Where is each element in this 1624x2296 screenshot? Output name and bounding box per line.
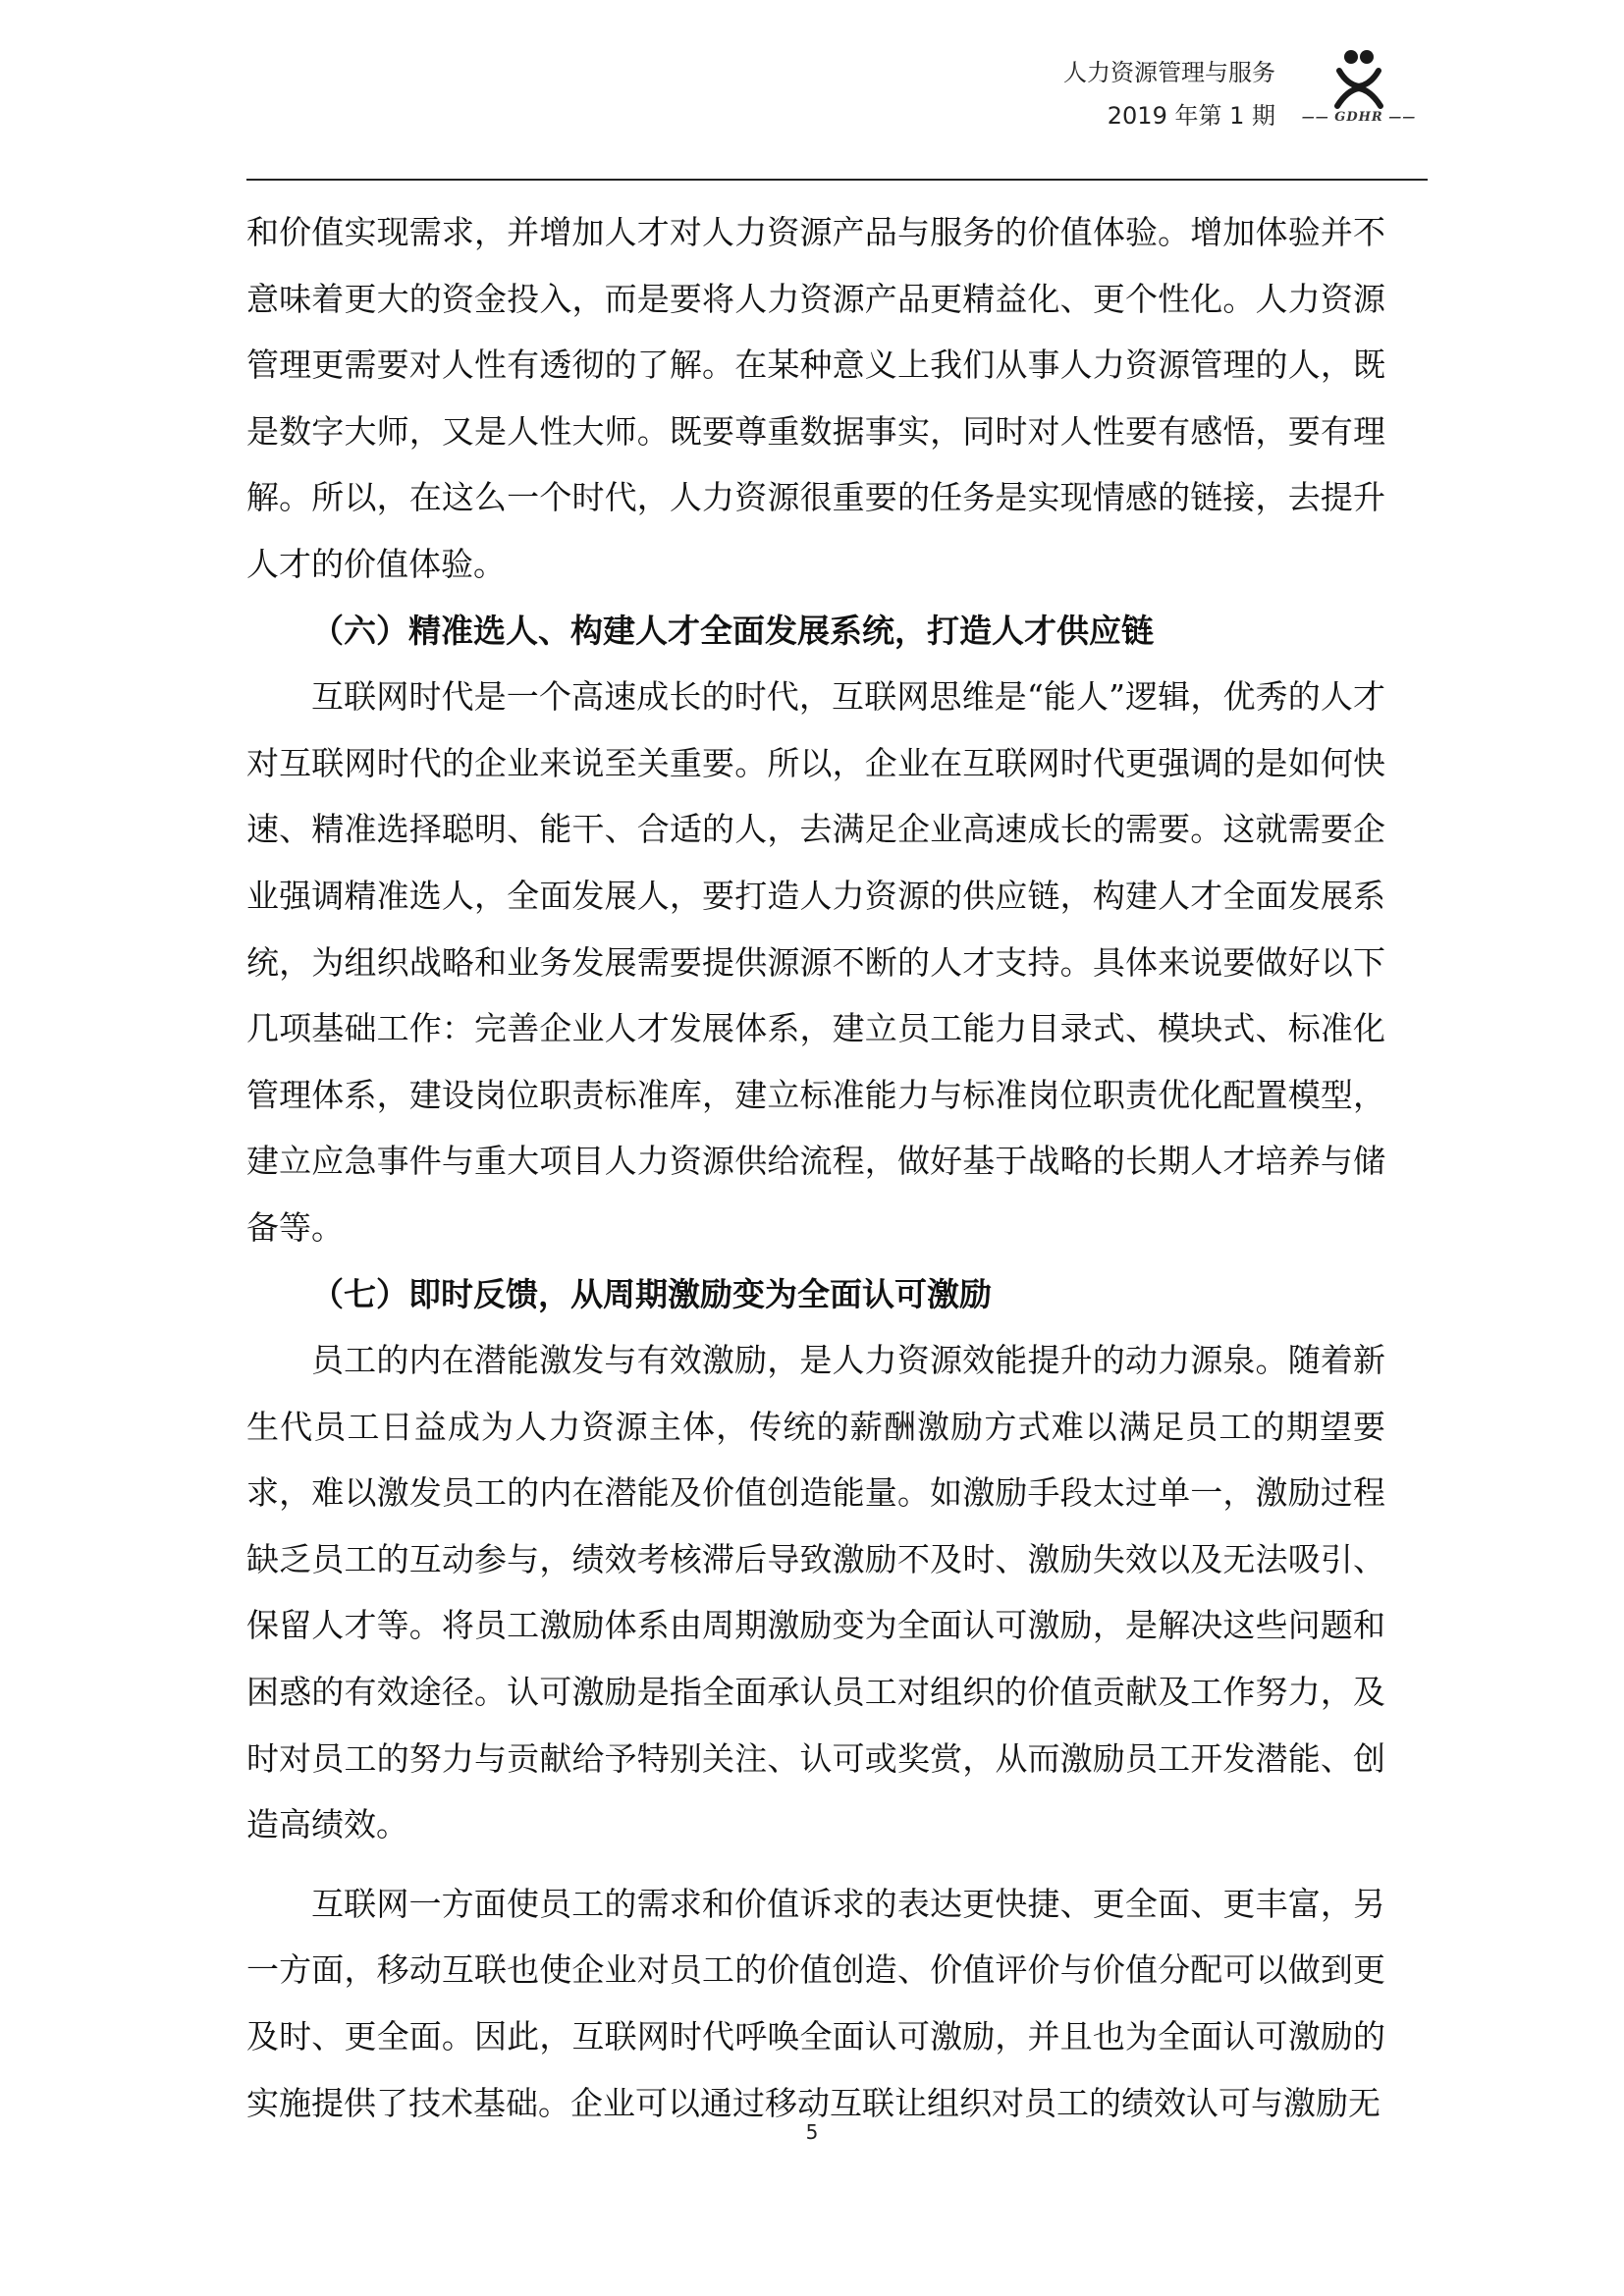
header-divider	[246, 179, 1428, 181]
issue-label: 2019 年第 1 期	[1107, 102, 1275, 130]
paragraph-section-7a: 员工的内在潜能激发与有效激励，是人力资源效能提升的动力源泉。随着新生代员工日益成为人力资源主体，传统的薪酬激励方式难以满足员工的期望要求，难以激发员工的内在潜能及价值创造能量。如激励手段太过单一，激励过程缺乏员工的互动参与，绩效考核滞后导致激励不及时、激励失效以及无法吸引、保留人才等。将员工激励体系由周期激励变为全面认可激励，是解决这些问题和困惑的有效途径。认可激励是指全面承认员工对组织的价值贡献及工作努力，及时对员工的努力与贡献给予特别关注、认可或奖赏，从而激励员工开发潜能、创造高绩效。	[246, 1341, 1385, 1844]
paragraph-gap	[246, 1858, 1385, 1871]
logo-text: GDHR	[1334, 110, 1383, 125]
paragraph-continued: 和价值实现需求，并增加人才对人力资源产品与服务的价值体验。增加体验并不意味着更大的资金投入，而是要将人力资源产品更精益化、更个性化。人力资源管理更需要对人性有透彻的了解。在某种意义上我们从事人力资源管理的人，既是数字大师，又是人性大师。既要尊重数据事实，同时对人性要有感悟，要有理解。所以，在这么一个时代，人力资源很重要的任务是实现情感的链接，去提升人才的价值体验。	[246, 213, 1385, 583]
article-body	[246, 199, 1385, 2136]
gdhr-logo-icon	[1290, 45, 1428, 114]
logo-caption	[1290, 110, 1428, 125]
paragraph-section-7b: 互联网一方面使员工的需求和价值诉求的表达更快捷、更全面、更丰富，另一方面，移动互联也使企业对员工的价值创造、价值评价与价值分配可以做到更及时、更全面。因此，互联网时代呼唤全面认可激励，并且也为全面认可激励的实施提供了技术基础。企业可以通过移动互联让组织对员工的绩效认可与激励无	[246, 1884, 1385, 2122]
logo-rule-left: ——	[1301, 110, 1329, 125]
page-number: 5	[805, 2120, 819, 2144]
section-heading-6: （六）精准选人、构建人才全面发展系统，打造人才供应链	[311, 611, 1154, 650]
gdhr-logo	[1290, 45, 1428, 133]
logo-rule-right: ——	[1388, 110, 1417, 125]
section-heading-7: （七）即时反馈，从周期激励变为全面认可激励	[311, 1274, 992, 1313]
journal-title: 人力资源管理与服务	[1063, 59, 1275, 86]
header-text	[1063, 51, 1275, 137]
page-header	[246, 39, 1428, 177]
paragraph-section-6: 互联网时代是一个高速成长的时代，互联网思维是“能人”逻辑，优秀的人才对互联网时代的企业来说至关重要。所以，企业在互联网时代更强调的是如何快速、精准选择聪明、能干、合适的人，去满足企业高速成长的需要。这就需要企业强调精准选人，全面发展人，要打造人力资源的供应链，构建人才全面发展系统，为组织战略和业务发展需要提供源源不断的人才支持。具体来说要做好以下几项基础工作：完善企业人才发展体系，建立员工能力目录式、模块式、标准化管理体系，建设岗位职责标准库，建立标准能力与标准岗位职责优化配置模型，建立应急事件与重大项目人力资源供给流程，做好基于战略的长期人才培养与储备等。	[246, 677, 1385, 1247]
